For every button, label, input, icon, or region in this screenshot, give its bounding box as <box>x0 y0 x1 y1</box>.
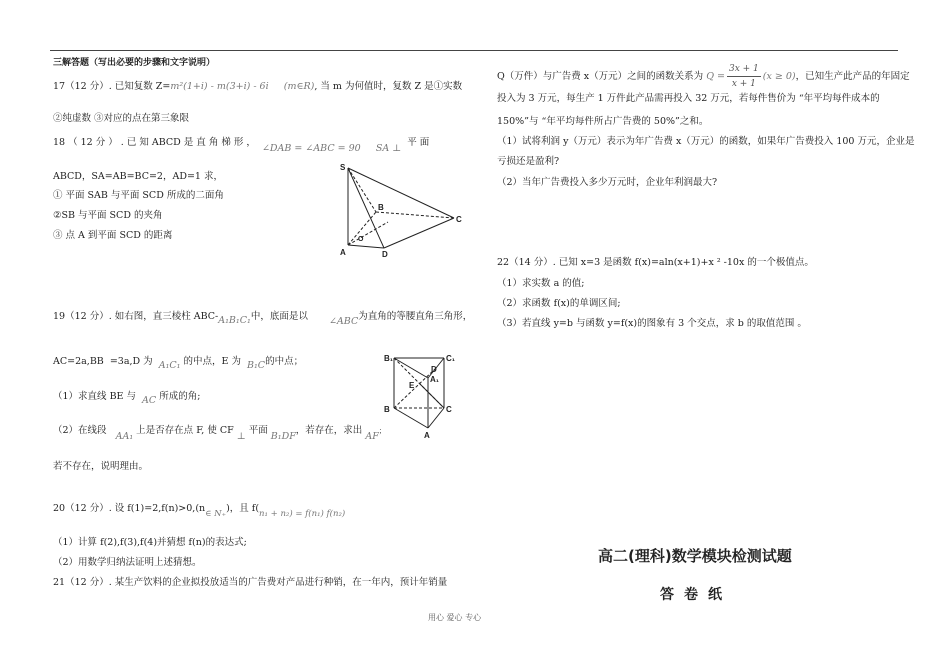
label-a: A <box>340 248 346 257</box>
q19-b1df: B₁DF <box>270 431 296 442</box>
q19-p2c: 平面 <box>248 425 268 436</box>
label-d: D <box>382 250 388 259</box>
q19-lead: 19（12 分）. 如右图，直三棱柱 ABC- <box>53 311 219 322</box>
edge-ao <box>348 222 388 245</box>
q20-inN: ∈ N₊ <box>205 509 227 519</box>
q22-part3: （3）若直线 y=b 与函数 y=f(x)的图象有 3 个交点，求 b 的取值范围 。 <box>497 318 807 329</box>
q19-part1 <box>53 390 200 404</box>
edge-ca <box>428 408 444 428</box>
q21-part1a: （1）试将利润 y（万元）表示为年广告费 x（万元）的函数，如果年广告费投入 100 万元，企业是 <box>497 136 915 147</box>
q20-part2: （2）用数学归纳法证明上述猜想。 <box>53 557 202 568</box>
q21-cont-line1 <box>497 62 910 91</box>
q19-p2b: 上是否存在点 F, 使 CF <box>136 425 234 436</box>
q17-tail: , 当 m 为何值时，复数 Z 是①实数 <box>314 81 463 92</box>
q20-mid: )，且 f( <box>226 503 260 514</box>
label-c: C <box>446 405 452 414</box>
q20-part1: （1）计算 f(2),f(3),f(4)并猜想 f(n)的表达式; <box>53 537 247 548</box>
q21-cont1a: Q（万件）与广告费 x（万元）之间的函数关系为 <box>497 71 704 82</box>
label-c1: C₁ <box>446 354 456 363</box>
q17-expr: m²(1+i) - m(3+i) - 6i <box>170 81 269 92</box>
edge-sc <box>348 168 454 218</box>
q19-prism: A₁B₁C₁ <box>218 315 251 326</box>
q19-ac: AC <box>142 395 157 406</box>
q19-mid: 中，底面是以 <box>250 311 308 322</box>
q20-eq: n₁ + n₂) = f(n₁) f(n₂) <box>259 509 346 519</box>
q21-lead: 21（12 分）. 某生产饮料的企业拟投放适当的广告费对产品进行种销，在一年内，预计年销量 <box>53 577 448 588</box>
section-heading: 三解答题（写出必要的步骤和文字说明） <box>53 58 216 68</box>
page-footer: 用心 爱心 专心 <box>428 613 482 622</box>
q19-p1b: 所成的角; <box>159 391 201 402</box>
q18-sa: SA ⊥ <box>375 143 402 154</box>
q18-item1: ① 平面 SAB 与平面 SCD 所成的二面角 <box>53 190 224 201</box>
q19-b1c: B₁C <box>247 360 266 371</box>
q19-line2 <box>53 355 303 369</box>
q21-num: 3x + 1 <box>727 62 761 77</box>
q18-item3: ③ 点 A 到平面 SCD 的距离 <box>53 230 173 241</box>
q19-line1 <box>53 310 473 327</box>
q19-perp: ⊥ <box>236 431 246 442</box>
q18-lead: 18 （ 12 分 ） . 已 知 ABCD 是 直 角 梯 形 ， <box>53 137 256 148</box>
q17-parts: ②纯虚数 ③对应的点在第三象限 <box>53 113 190 124</box>
q21-den: x + 1 <box>731 79 756 89</box>
q22-part2: （2）求函数 f(x)的单调区间; <box>497 298 621 309</box>
q17-line1 <box>53 80 462 94</box>
q20-lead: 20（12 分）. 设 f(1)=2,f(n)>0,(n <box>53 503 206 514</box>
q19-p2e: ； <box>378 427 386 435</box>
q22-lead: 22（14 分）. 已知 x=3 是函数 f(x)=aln(x+1)+x ² -10x 的一个极值点。 <box>497 257 814 268</box>
q19-a1c1: A₁C₁ <box>158 360 181 371</box>
q20-line1 <box>53 502 346 519</box>
q21-cont1b: ，已知生产此产品的年固定 <box>795 71 910 82</box>
top-rule <box>50 50 898 51</box>
edge-b1a1 <box>394 358 428 378</box>
q18-item2: ②SB 与平面 SCD 的夹角 <box>53 210 163 221</box>
q19-line2b: =3a,D 为 <box>109 356 153 367</box>
label-s: S <box>340 163 346 172</box>
q21-fraction <box>727 62 761 91</box>
q19-line2d: 的中点； <box>265 356 304 367</box>
q18-plane: 平 面 <box>407 137 430 148</box>
q21-cont-line2: 投入为 3 万元，每生产 1 万件此产品需再投入 32 万元，若每件售价为 “年平均每件成本的 <box>497 93 880 104</box>
q21-cond: (x ≥ 0) <box>762 71 796 82</box>
q21-q: Q = <box>706 71 725 82</box>
q19-p2d: ，若存在，求出 <box>295 425 363 436</box>
q19-part2 <box>53 424 386 442</box>
q17-cond: (m∈R) <box>283 81 315 92</box>
q19-angle: ∠ABC <box>328 316 359 327</box>
q19-tail: 为直角的等腰直角三角形， <box>358 311 473 322</box>
edge-ba <box>394 408 428 428</box>
q22-part1: （1）求实数 a 的值; <box>497 278 585 289</box>
label-a: A <box>424 431 430 440</box>
q18-line1 <box>53 136 430 154</box>
label-d: D <box>431 365 437 374</box>
q17-lead: 17（12 分）. 已知复数 Z= <box>53 81 171 92</box>
q21-cont-line3: 150%”与 “年平均每件所占广告费的 50%”之和。 <box>497 116 709 127</box>
edge-bd <box>394 368 436 408</box>
q18-angle: ∠DAB = ∠ABC = 90 <box>261 143 361 154</box>
pyramid-figure <box>336 160 466 262</box>
answer-sheet-title: 答卷纸 <box>660 587 732 603</box>
label-e: E <box>409 381 415 390</box>
label-o: O <box>358 236 364 243</box>
label-b: B <box>384 405 390 414</box>
label-b: B <box>378 203 384 212</box>
label-a1: A₁ <box>430 375 440 384</box>
label-c: C <box>456 215 462 224</box>
q21-part1b: 亏损还是盈利? <box>497 156 560 167</box>
q18-line2: ABCD，SA=AB=BC=2，AD=1 求， <box>53 171 223 182</box>
edge-ec <box>419 383 444 408</box>
edge-dc <box>384 218 454 248</box>
q19-line2c: 的中点，E 为 <box>183 356 241 367</box>
q21-part2: （2）当年广告费投入多少万元时，企业年利润最大? <box>497 177 718 188</box>
q19-p2a: （2）在线段 <box>53 425 107 436</box>
page-title: 高二(理科)数学模块检测试题 <box>598 547 792 565</box>
q19-part3: 若不存在，说明理由。 <box>53 461 149 472</box>
edge-ad <box>348 245 384 248</box>
q19-p1a: （1）求直线 BE 与 <box>53 391 136 402</box>
q19-line2a: AC=2a,BB <box>53 356 104 367</box>
label-b1: B₁ <box>384 354 394 363</box>
q19-aa1: AA₁ <box>115 431 134 442</box>
q19-af: AF <box>365 431 379 442</box>
prism-figure <box>382 350 462 442</box>
